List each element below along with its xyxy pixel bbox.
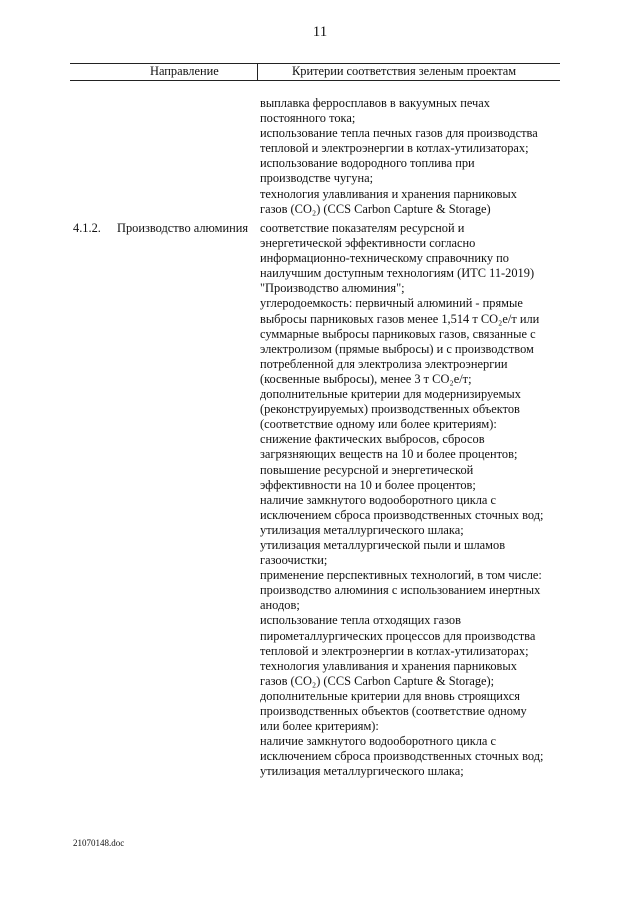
criteria-line: (реконструируемых) производственных объектов	[260, 402, 520, 417]
criteria-line: информационно-техническому справочнику по	[260, 251, 509, 266]
criteria-line: использование водородного топлива при	[260, 156, 475, 171]
criteria-line: повышение ресурсной и энергетической	[260, 462, 474, 477]
criteria-line: тепловой и электроэнергии в котлах-утилизаторах;	[260, 643, 529, 658]
criteria-line: газов (CO₂) (CCS Carbon Capture & Storage);	[260, 673, 495, 688]
criteria-line: потребленной для электролиза электроэнергии	[260, 356, 508, 371]
criteria-line: наличие замкнутого водооборотного цикла с	[260, 492, 497, 507]
criteria-line: дополнительные критерии для вновь строящихся	[260, 688, 520, 703]
criteria-line: исключением сброса производственных сточных вод;	[260, 507, 544, 522]
criteria-line: газов (CO₂) (CCS Carbon Capture & Storage)	[260, 201, 491, 216]
criteria-line: электролизом (прямые выбросы) и с производством	[260, 341, 534, 356]
criteria-line: утилизация металлургического шлака;	[260, 764, 464, 779]
header-criteria: Критерии соответствия зеленым проектам	[292, 64, 517, 78]
criteria-line: применение перспективных технологий, в том числе:	[260, 568, 542, 583]
criteria-line: технология улавливания и хранения парниковых	[260, 658, 517, 673]
criteria-line: эффективности на 10 и более процентов;	[260, 477, 476, 492]
row-direction: Производство алюминия	[117, 221, 249, 235]
criteria-line: пирометаллургических процессов для производства	[260, 628, 536, 643]
criteria-line: соответствие показателям ресурсной и	[260, 221, 465, 235]
criteria-line: "Производство алюминия";	[260, 281, 405, 296]
criteria-line: энергетической эффективности согласно	[260, 236, 476, 251]
criteria-line: утилизация металлургического шлака;	[260, 522, 464, 537]
header-direction: Направление	[150, 64, 219, 78]
row-number: 4.1.2.	[73, 221, 101, 235]
criteria-line: углеродоемкость: первичный алюминий - прямые	[260, 296, 523, 311]
criteria-line: анодов;	[260, 598, 300, 613]
criteria-line: дополнительные критерии для модернизируемых	[260, 387, 521, 402]
criteria-line: использование тепла печных газов для производства	[260, 126, 538, 141]
page-number: 11	[312, 24, 328, 40]
criteria-line: газоочистки;	[260, 553, 328, 568]
criteria-line: загрязняющих веществ на 10 и более процентов;	[260, 447, 518, 462]
criteria-line: исключением сброса производственных сточных вод;	[260, 749, 544, 764]
criteria-line: снижение фактических выбросов, сбросов	[260, 432, 485, 447]
criteria-line: выплавка ферросплавов в вакуумных печах	[260, 96, 490, 110]
criteria-line: или более критериям):	[260, 719, 379, 734]
continuation-criteria	[260, 96, 565, 217]
criteria-line: постоянного тока;	[260, 111, 356, 126]
footer-document-code: 21070148.doc	[73, 838, 125, 848]
criteria-line: производство алюминия с использованием инертных	[260, 583, 541, 598]
criteria-line: производстве чугуна;	[260, 171, 374, 186]
criteria-line: наличие замкнутого водооборотного цикла с	[260, 734, 497, 749]
table-header-bottom-rule	[70, 80, 560, 81]
row-criteria	[260, 221, 565, 779]
criteria-line: тепловой и электроэнергии в котлах-утилизаторах;	[260, 141, 529, 156]
criteria-line: выбросы парниковых газов менее 1,514 т CO₂е/т или	[260, 311, 540, 326]
criteria-line: (соответствие одному или более критериям):	[260, 417, 497, 432]
criteria-line: использование тепла отходящих газов	[260, 613, 461, 628]
criteria-line: утилизация металлургической пыли и шламов	[260, 537, 506, 552]
table-header-column-divider	[257, 63, 258, 80]
criteria-line: суммарные выбросы парниковых газов, связанные с	[260, 326, 536, 341]
criteria-line: (косвенные выбросы), менее 3 т CO₂е/т;	[260, 371, 472, 386]
criteria-line: наилучшим доступным технологиям (ИТС 11-2019)	[260, 266, 535, 281]
criteria-line: технология улавливания и хранения парниковых	[260, 186, 517, 201]
criteria-line: производственных объектов (соответствие одному	[260, 704, 527, 718]
